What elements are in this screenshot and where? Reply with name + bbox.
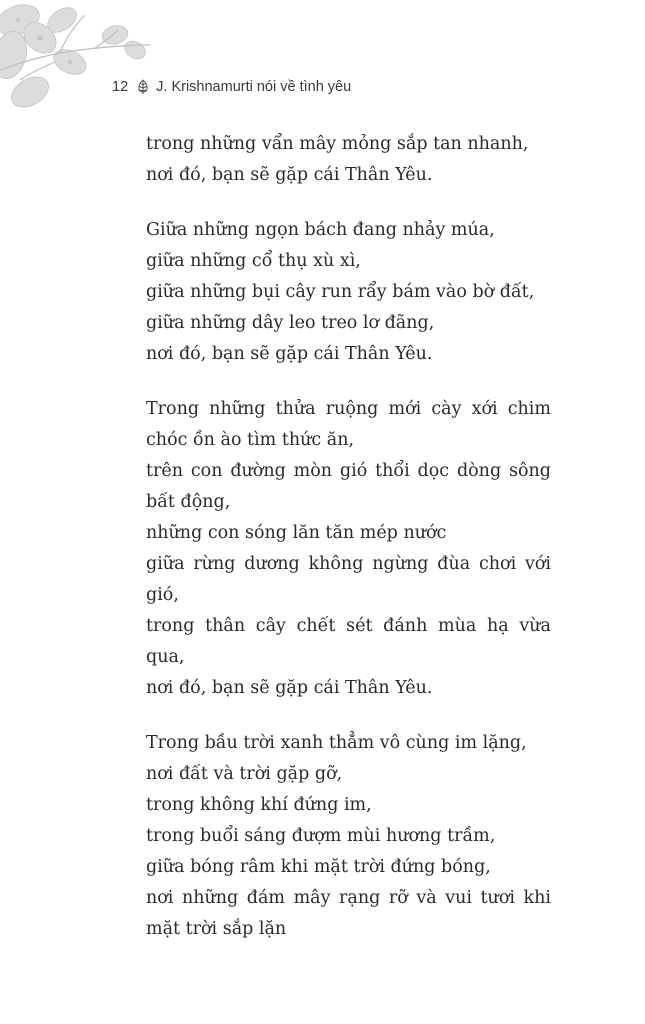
stanza: [146, 394, 551, 704]
stanza: [146, 215, 551, 370]
verse-line: giữa bóng râm khi mặt trời đứng bóng,: [146, 857, 491, 877]
verse-line: giữa rừng dương không ngừng đùa chơi với gió,: [146, 554, 551, 605]
verse-line: nơi đất và trời gặp gỡ,: [146, 764, 343, 784]
poem-body: [146, 129, 551, 969]
verse-line: Trong những thửa ruộng mới cày xới chim chóc ồn ào tìm thức ăn,: [146, 399, 551, 450]
verse-line: giữa những cổ thụ xù xì,: [146, 251, 361, 271]
verse-line: nơi đó, bạn sẽ gặp cái Thân Yêu.: [146, 678, 433, 698]
verse-line: giữa những bụi cây run rẩy bám vào bờ đất,: [146, 282, 535, 302]
leaf-ornament-icon: [134, 78, 152, 96]
verse-line: trên con đường mòn gió thổi dọc dòng sông bất động,: [146, 461, 551, 512]
verse-line: Trong bầu trời xanh thẳm vô cùng im lặng,: [146, 733, 527, 753]
stanza: [146, 728, 551, 945]
verse-line: nơi đó, bạn sẽ gặp cái Thân Yêu.: [146, 344, 433, 364]
verse-line: giữa những dây leo treo lơ đãng,: [146, 313, 435, 333]
verse-line: Giữa những ngọn bách đang nhảy múa,: [146, 220, 495, 240]
page-number: 12: [112, 79, 129, 95]
running-title: J. Krishnamurti nói về tình yêu: [156, 79, 352, 95]
verse-line: nơi đó, bạn sẽ gặp cái Thân Yêu.: [146, 165, 433, 185]
verse-line: trong những vẩn mây mỏng sắp tan nhanh,: [146, 134, 529, 154]
verse-line: trong không khí đứng im,: [146, 795, 372, 815]
verse-line: những con sóng lăn tăn mép nước: [146, 523, 447, 543]
running-header: [112, 76, 351, 98]
flower-branch-icon: [0, 0, 160, 125]
stanza: [146, 129, 551, 191]
verse-line: nơi những đám mây rạng rỡ và vui tươi khi mặt trời sắp lặn: [146, 888, 551, 939]
verse-line: trong thân cây chết sét đánh mùa hạ vừa qua,: [146, 616, 551, 667]
verse-line: trong buổi sáng đượm mùi hương trầm,: [146, 826, 496, 846]
